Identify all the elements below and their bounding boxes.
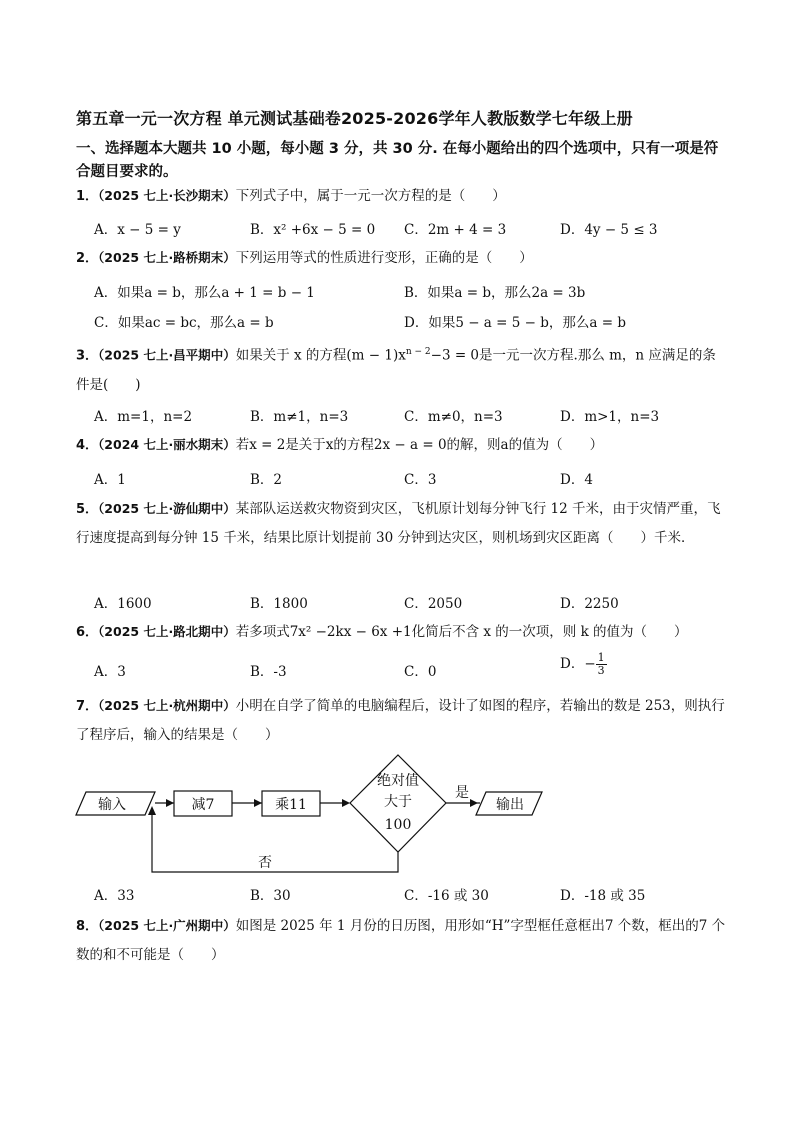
options-2-row2 <box>94 311 734 333</box>
question-text: 如图是 2025 年 1 月份的日历图，用形如“H”字型框任意框出7 个数，框出的7 个数的和不可能是（ ） <box>76 918 726 963</box>
question-5 <box>76 494 726 553</box>
fraction-numerator: 1 <box>597 651 605 664</box>
page-title: 第五章一元一次方程 单元测试基础卷2025-2026学年人教版数学七年级上册 <box>76 109 633 128</box>
option-d[interactable]: D．2250 <box>560 596 619 612</box>
question-6 <box>76 617 726 647</box>
options-6 <box>94 651 734 682</box>
decision-line1: 绝对值 <box>377 773 419 789</box>
question-text: 下列式子中，属于一元一次方程的是（ ） <box>235 188 506 204</box>
option-a[interactable]: A．m=1，n=2 <box>94 409 193 425</box>
option-d[interactable]: D．4 <box>560 472 593 488</box>
question-text: 小明在自学了简单的电脑编程后，设计了如图的程序，若输出的数是 253，则执行了程序后，输入的结果是（ ） <box>76 698 725 743</box>
options-3 <box>94 405 734 427</box>
output-label: 输出 <box>496 797 524 813</box>
question-source: （2025 七上·路桥期末） <box>98 250 236 265</box>
option-b[interactable]: B．-3 <box>250 664 287 680</box>
option-b[interactable]: B．如果a = b，那么2a = 3b <box>404 285 586 301</box>
option-c[interactable]: C．2050 <box>404 596 463 612</box>
option-d[interactable]: D．4y − 5 ≤ 3 <box>560 222 658 238</box>
question-number: 7． <box>76 699 99 714</box>
question-number: 3． <box>76 348 99 364</box>
question-8 <box>76 911 726 970</box>
question-source: （2025 七上·路北期中） <box>98 624 236 639</box>
question-number: 1． <box>76 189 99 204</box>
question-text: 某部队运送救灾物资到灾区，飞机原计划每分钟飞行 12 千米，由于灾情严重，飞行速度提高到每分钟 15 千米，结果比原计划提前 30 分钟到达灾区，则机场到灾区距离（ ）千米． <box>76 501 721 546</box>
question-text-part2: −3 = 0是一元一次方程.那么 m，n 应满足的条件是( ) <box>76 347 716 393</box>
options-2-row1 <box>94 281 734 303</box>
question-number: 4． <box>76 438 99 453</box>
decision-line3: 100 <box>384 817 412 833</box>
option-c[interactable]: C．-16 或 30 <box>404 888 489 904</box>
option-c[interactable]: C．2m + 4 = 3 <box>404 222 507 238</box>
option-d-label: D．− <box>560 656 596 672</box>
section-heading: 一、选择题本大题共 10 小题，每小题 3 分，共 30 分. 在每小题给出的四个选项中，只有一项是符合题目要求的。 <box>76 141 719 180</box>
question-source: （2025 七上·杭州期中） <box>98 698 236 713</box>
exponent: n − 2 <box>405 347 431 357</box>
minus-label: 减7 <box>191 797 215 813</box>
options-1 <box>94 218 734 240</box>
question-source: （2025 七上·昌平期中） <box>98 347 236 363</box>
option-c[interactable]: C．如果ac = bc，那么a = b <box>94 315 274 331</box>
options-5 <box>94 592 734 614</box>
option-a[interactable]: A．x − 5 = y <box>94 222 181 238</box>
question-source: （2025 七上·长沙期末） <box>98 188 236 203</box>
question-2 <box>76 243 726 273</box>
option-b[interactable]: B．x² +6x − 5 = 0 <box>250 222 376 238</box>
option-c[interactable]: C．3 <box>404 472 437 488</box>
option-d[interactable]: D．如果5 − a = 5 − b，那么a = b <box>404 315 626 331</box>
question-number: 2． <box>76 251 99 266</box>
option-a[interactable]: A．1 <box>94 472 126 488</box>
option-d[interactable]: D．m>1，n=3 <box>560 409 660 425</box>
times-label: 乘11 <box>275 797 307 813</box>
question-source: （2025 七上·游仙期中） <box>98 501 236 516</box>
question-text: 下列运用等式的性质进行变形，正确的是（ ） <box>235 250 533 266</box>
question-1 <box>76 181 726 211</box>
question-text: 若x = 2是关于x的方程2x − a = 0的解，则a的值为（ ） <box>235 437 604 453</box>
option-d[interactable] <box>560 652 607 677</box>
fraction <box>596 652 607 677</box>
fraction-denominator: 3 <box>597 664 605 677</box>
question-number: 5． <box>76 502 99 517</box>
question-4 <box>76 430 726 460</box>
option-c[interactable]: C．m≠0，n=3 <box>404 409 503 425</box>
option-d[interactable]: D．-18 或 35 <box>560 888 646 904</box>
options-4 <box>94 468 734 490</box>
option-a[interactable]: A．33 <box>94 888 135 904</box>
question-3 <box>76 338 726 400</box>
yes-label: 是 <box>455 785 469 801</box>
option-b[interactable]: B．m≠1，n=3 <box>250 409 349 425</box>
program-flowchart <box>0 745 794 880</box>
question-source: （2024 七上·丽水期末） <box>98 437 236 452</box>
question-number: 6． <box>76 625 99 640</box>
question-source: （2025 七上·广州期中） <box>98 918 236 933</box>
options-7 <box>94 884 734 906</box>
option-b[interactable]: B．2 <box>250 472 283 488</box>
question-7 <box>76 691 726 750</box>
option-a[interactable]: A．3 <box>94 664 126 680</box>
option-a[interactable]: A．如果a = b，那么a + 1 = b − 1 <box>94 285 315 301</box>
decision-line2: 大于 <box>384 794 412 810</box>
option-c[interactable]: C．0 <box>404 664 437 680</box>
question-text: 若多项式7x² −2kx − 6x +1化简后不含 x 的一次项，则 k 的值为（ ） <box>235 624 688 640</box>
question-text-part1: 如果关于 x 的方程(m − 1)x <box>235 347 406 364</box>
question-number: 8． <box>76 919 99 934</box>
input-label: 输入 <box>98 797 126 813</box>
option-b[interactable]: B．30 <box>250 888 291 904</box>
no-label: 否 <box>258 855 272 871</box>
option-a[interactable]: A．1600 <box>94 596 152 612</box>
option-b[interactable]: B．1800 <box>250 596 308 612</box>
